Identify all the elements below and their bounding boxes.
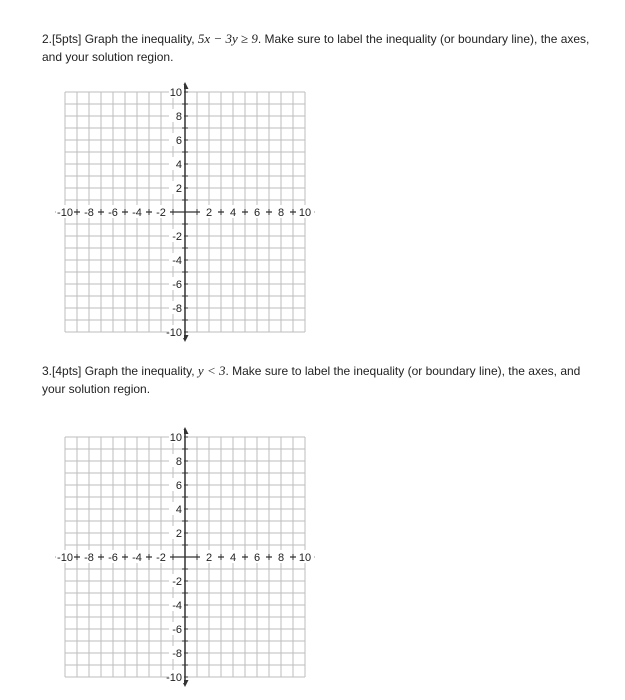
x-tick-label: 6 — [253, 207, 261, 219]
question-2 — [42, 30, 602, 66]
x-tick-label: 4 — [229, 552, 237, 564]
y-tick-label: 2 — [175, 528, 182, 540]
inequality-expression: y < 3 — [197, 363, 226, 378]
y-tick-label: 2 — [175, 183, 182, 195]
x-tick-label: 10 — [298, 552, 312, 564]
y-tick-label: 4 — [175, 504, 182, 516]
y-tick-label: 4 — [175, 159, 182, 171]
x-tick-label: 2 — [205, 552, 213, 564]
x-tick-label: -6 — [108, 552, 118, 564]
y-tick-label: -2 — [172, 576, 182, 588]
y-tick-label: -8 — [172, 303, 182, 315]
question-3 — [42, 362, 602, 398]
inequality-expression: 5x − 3y ≥ 9 — [197, 31, 258, 46]
y-tick-label: -6 — [172, 279, 182, 291]
question-points: [5pts] — [52, 32, 82, 46]
y-tick-label: 8 — [175, 111, 182, 123]
coordinate-grid-question-2[interactable] — [55, 80, 320, 340]
question-points: [4pts] — [52, 364, 82, 378]
y-tick-label: 10 — [169, 87, 182, 99]
y-tick-label: -10 — [166, 672, 182, 684]
question-number: 2. — [42, 32, 53, 46]
x-tick-label: -4 — [132, 552, 142, 564]
y-tick-label: -6 — [172, 624, 182, 636]
x-tick-label: 10 — [298, 207, 312, 219]
x-tick-label: 2 — [205, 207, 213, 219]
y-tick-label: -8 — [172, 648, 182, 660]
x-tick-label: -10 — [57, 552, 73, 564]
x-tick-label: -6 — [108, 207, 118, 219]
x-tick-label: 8 — [277, 552, 285, 564]
y-tick-label: 6 — [175, 480, 182, 492]
y-tick-label: -2 — [172, 231, 182, 243]
question-prefix: Graph the inequality, — [84, 32, 195, 46]
y-tick-label: -4 — [172, 255, 182, 267]
x-tick-label: 6 — [253, 552, 261, 564]
x-tick-label: -10 — [57, 207, 73, 219]
y-tick-label: 10 — [169, 432, 182, 444]
question-suffix: . Make sure to label the inequality (or boundary line), the axes, and your solution region. — [42, 32, 590, 64]
x-tick-label: -2 — [156, 207, 166, 219]
x-tick-label: -8 — [84, 207, 94, 219]
x-tick-label: -8 — [84, 552, 94, 564]
x-tick-label: 8 — [277, 207, 285, 219]
x-tick-label: -4 — [132, 207, 142, 219]
question-suffix: . Make sure to label the inequality (or boundary line), the axes, and your solution region. — [42, 364, 581, 396]
question-prefix: Graph the inequality, — [84, 364, 195, 378]
x-tick-label: -2 — [156, 552, 166, 564]
y-tick-label: -10 — [166, 327, 182, 339]
y-tick-label: 6 — [175, 135, 182, 147]
coordinate-grid-question-3[interactable] — [55, 425, 320, 685]
x-tick-label: 4 — [229, 207, 237, 219]
y-tick-label: 8 — [175, 456, 182, 468]
y-tick-label: -4 — [172, 600, 182, 612]
question-number: 3. — [42, 364, 53, 378]
